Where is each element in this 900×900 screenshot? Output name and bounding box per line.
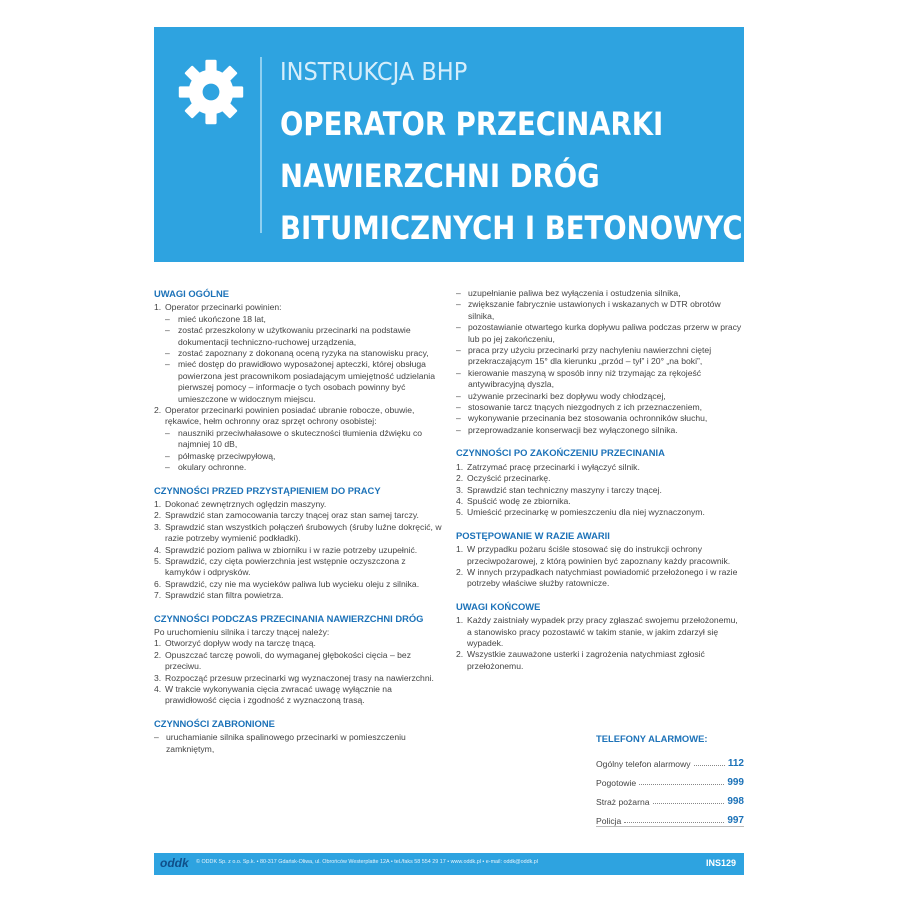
list-item: – pozostawianie otwartego kurka dopływu paliwa podczas przerw w pracy lub po jej zakończeniu, — [456, 322, 742, 344]
phone-row — [596, 807, 744, 826]
list-item: 5. Umieścić przecinarkę w pomieszczeniu dla niej wyznaczonym. — [456, 507, 705, 518]
phone-label: Policja — [596, 816, 622, 826]
list-item: 2. Sprawdzić stan zamocowania tarczy tnącej oraz stan samej tarczy. — [154, 510, 419, 521]
list-item: 2. W innych przypadkach natychmiast powiadomić przełożonego i w razie potrzeby właściwe służby ratownicze. — [456, 566, 738, 589]
section-general — [154, 288, 442, 474]
document-title — [280, 98, 766, 254]
title-line: NAWIERZCHNI DRÓG — [280, 157, 600, 195]
list-item: – kierowanie maszyną w sposób inny niż trzymając za rękojeść antywibracyjną dyszla, — [456, 367, 702, 390]
list-subitem: – zostać zapoznany z dokonaną oceną ryzyka na stanowisku pracy, — [165, 348, 429, 359]
list-item: 4. W trakcie wykonywania cięcia zwracać uwagę wyłącznie na prawidłowość cięcia i zgodność z wyznaczoną trasą. — [154, 684, 392, 706]
title-line: BITUMICZNYCH I BETONOWYCH — [280, 209, 766, 247]
emergency-phones — [596, 733, 744, 826]
section-heading: CZYNNOŚCI PODCZAS PRZECINANIA NAWIERZCHNI DRÓG — [154, 612, 424, 624]
section-during-work — [154, 613, 442, 707]
section-final-notes — [456, 601, 744, 672]
list-item: 5. Sprawdzić, czy cięta powierzchnia jest wstępnie oczyszczona z kamyków i odprysków. — [154, 555, 406, 578]
list-item: – praca przy użyciu przecinarki przy nachyleniu nawierzchni ciętej przekraczającym 15° dla kierunku „przód – tył” i 20° „na boki”, — [456, 345, 712, 367]
list-item: 1. Każdy zaistniały wypadek przy pracy zgłaszać swojemu przełożonemu, a stanowisko pracy pozostawić w takim stanie, w jakim zdarzył się wypadek. — [456, 615, 738, 648]
phone-row — [596, 750, 744, 769]
list-subitem: – mieć ukończone 18 lat, — [165, 313, 266, 324]
section-after-work — [456, 447, 744, 518]
phone-row — [596, 788, 744, 807]
list-subitem: – okulary ochronne. — [165, 462, 247, 473]
list-item: 2. Wszystkie zauważone usterki i zagrożenia natychmiast zgłosić przełożonemu. — [456, 649, 705, 671]
section-heading: UWAGI OGÓLNE — [154, 288, 229, 299]
list-item: 4. Sprawdzić poziom paliwa w zbiorniku i w razie potrzeby uzupełnić. — [154, 544, 418, 555]
list-item: 1. Dokonać zewnętrznych oględzin maszyny. — [154, 498, 327, 509]
list-item: 4. Spuścić wodę ze zbiornika. — [456, 495, 571, 506]
list-item: 1. Zatrzymać pracę przecinarki i wyłączyć silnik. — [456, 461, 640, 472]
section-forbidden-continued — [456, 288, 744, 436]
section-intro: Po uruchomieniu silnika i tarczy tnącej należy: — [154, 626, 330, 637]
section-heading: CZYNNOŚCI ZABRONIONE — [154, 717, 275, 729]
list-item: 6. Sprawdzić, czy nie ma wycieków paliwa lub wycieku oleju z silnika. — [154, 578, 420, 589]
phone-number: 999 — [727, 777, 744, 788]
list-item: 2. Oczyścić przecinarkę. — [456, 473, 551, 484]
company-logo: oddk — [160, 856, 189, 870]
document-type: INSTRUKCJA BHP — [280, 57, 468, 86]
phones-heading: TELEFONY ALARMOWE: — [596, 733, 708, 744]
list-item: – uzupełnianie paliwa bez wyłączenia i ostudzenia silnika, — [456, 288, 681, 298]
list-item: 3. Sprawdzić stan wszystkich połączeń śrubowych (śruby luźne dokręcić, w razie potrzeby wymienić podkładki). — [154, 521, 442, 544]
list-subitem: – mieć dostęp do prawidłowo wyposażonej apteczki, której obsługa powierzona jest pracownikom posiadającym umiejętność udzielania pierwszej pomocy – informacje o tych osobach powinny być umieszczone w widocznym miejscu. — [165, 359, 435, 404]
footer-contact: © ODDK Sp. z o.o. Sp.k. • 80-317 Gdańsk-Oliwa, ul. Obrońców Westerplatte 12A • tel./faks 58 554 29 17 • www.oddk.pl • e-mail: oddk@oddk.pl — [196, 859, 538, 865]
header-divider — [260, 57, 262, 233]
right-column — [456, 288, 744, 683]
list-item: 2. Opuszczać tarczę powoli, do wymaganej głębokości cięcia – bez przeciwu. — [154, 649, 412, 672]
list-subitem: – nauszniki przeciwhałasowe o skuteczności tłumienia dźwięku co najmniej 10 dB, — [165, 427, 423, 450]
list-subitem: – półmaskę przeciwpyłową, — [165, 450, 276, 461]
list-item: 1. W przypadku pożaru ściśle stosować się do instrukcji ochrony przeciwpożarowej, z którą powinien być zapoznany każdy pracownik. — [456, 544, 731, 566]
list-subitem: – zostać przeszkolony w użytkowaniu przecinarki na podstawie dokumentacji techniczno-ruchowej urządzenia, — [165, 325, 411, 347]
section-before-work — [154, 485, 442, 602]
gear-icon — [176, 57, 246, 127]
list-item: – uruchamianie silnika spalinowego przecinarki w pomieszczeniu zamkniętym, — [154, 732, 406, 754]
list-item: – wykonywanie przecinania bez stosowania ochronników słuchu, — [456, 413, 708, 424]
phone-row — [596, 769, 744, 788]
title-line: OPERATOR PRZECINARKI — [280, 105, 664, 143]
section-heading: CZYNNOŚCI PRZED PRZYSTĄPIENIEM DO PRACY — [154, 484, 381, 496]
list-item: 7. Sprawdzić stan filtra powietrza. — [154, 590, 284, 601]
phone-label: Pogotowie — [596, 778, 637, 788]
section-heading: CZYNNOŚCI PO ZAKOŃCZENIU PRZECINANIA — [456, 447, 665, 459]
list-item: 3. Sprawdzić stan techniczny maszyny i tarczy tnącej. — [456, 484, 662, 495]
footer-bar — [154, 853, 744, 875]
divider — [596, 826, 744, 827]
phone-label: Ogólny telefon alarmowy — [596, 759, 691, 769]
list-item: – używanie przecinarki bez dopływu wody chłodzącej, — [456, 390, 666, 401]
phone-number: 112 — [727, 758, 744, 769]
list-item: – przeprowadzanie konserwacji bez wyłączonego silnika. — [456, 424, 678, 435]
document-code: INS129 — [705, 858, 736, 868]
phone-number: 998 — [727, 796, 744, 807]
section-forbidden — [154, 718, 442, 755]
section-heading: POSTĘPOWANIE W RAZIE AWARII — [456, 529, 610, 541]
section-emergency — [456, 530, 744, 590]
header-banner — [154, 27, 766, 262]
list-item: 3. Rozpocząć przesuw przecinarki wg wyznaczonej trasy na nawierzchni. — [154, 672, 434, 683]
list-item: 1. Operator przecinarki powinien: — [154, 302, 282, 313]
phone-label: Straż pożarna — [596, 797, 650, 807]
list-item: 2. Operator przecinarki powinien posiadać ubranie robocze, obuwie, rękawice, hełm ochronny oraz sprzęt ochrony osobistej: — [154, 405, 415, 427]
section-heading: UWAGI KOŃCOWE — [456, 600, 541, 612]
left-column — [154, 288, 442, 766]
list-item: – zwiększanie fabrycznie ustawionych i wskazanych w DTR obrotów silnika, — [456, 299, 721, 321]
list-item: 1. Otworzyć dopływ wody na tarczę tnącą. — [154, 638, 316, 649]
list-item: – stosowanie tarcz tnących niezgodnych z ich przeznaczeniem, — [456, 402, 703, 413]
phone-number: 997 — [727, 815, 744, 826]
